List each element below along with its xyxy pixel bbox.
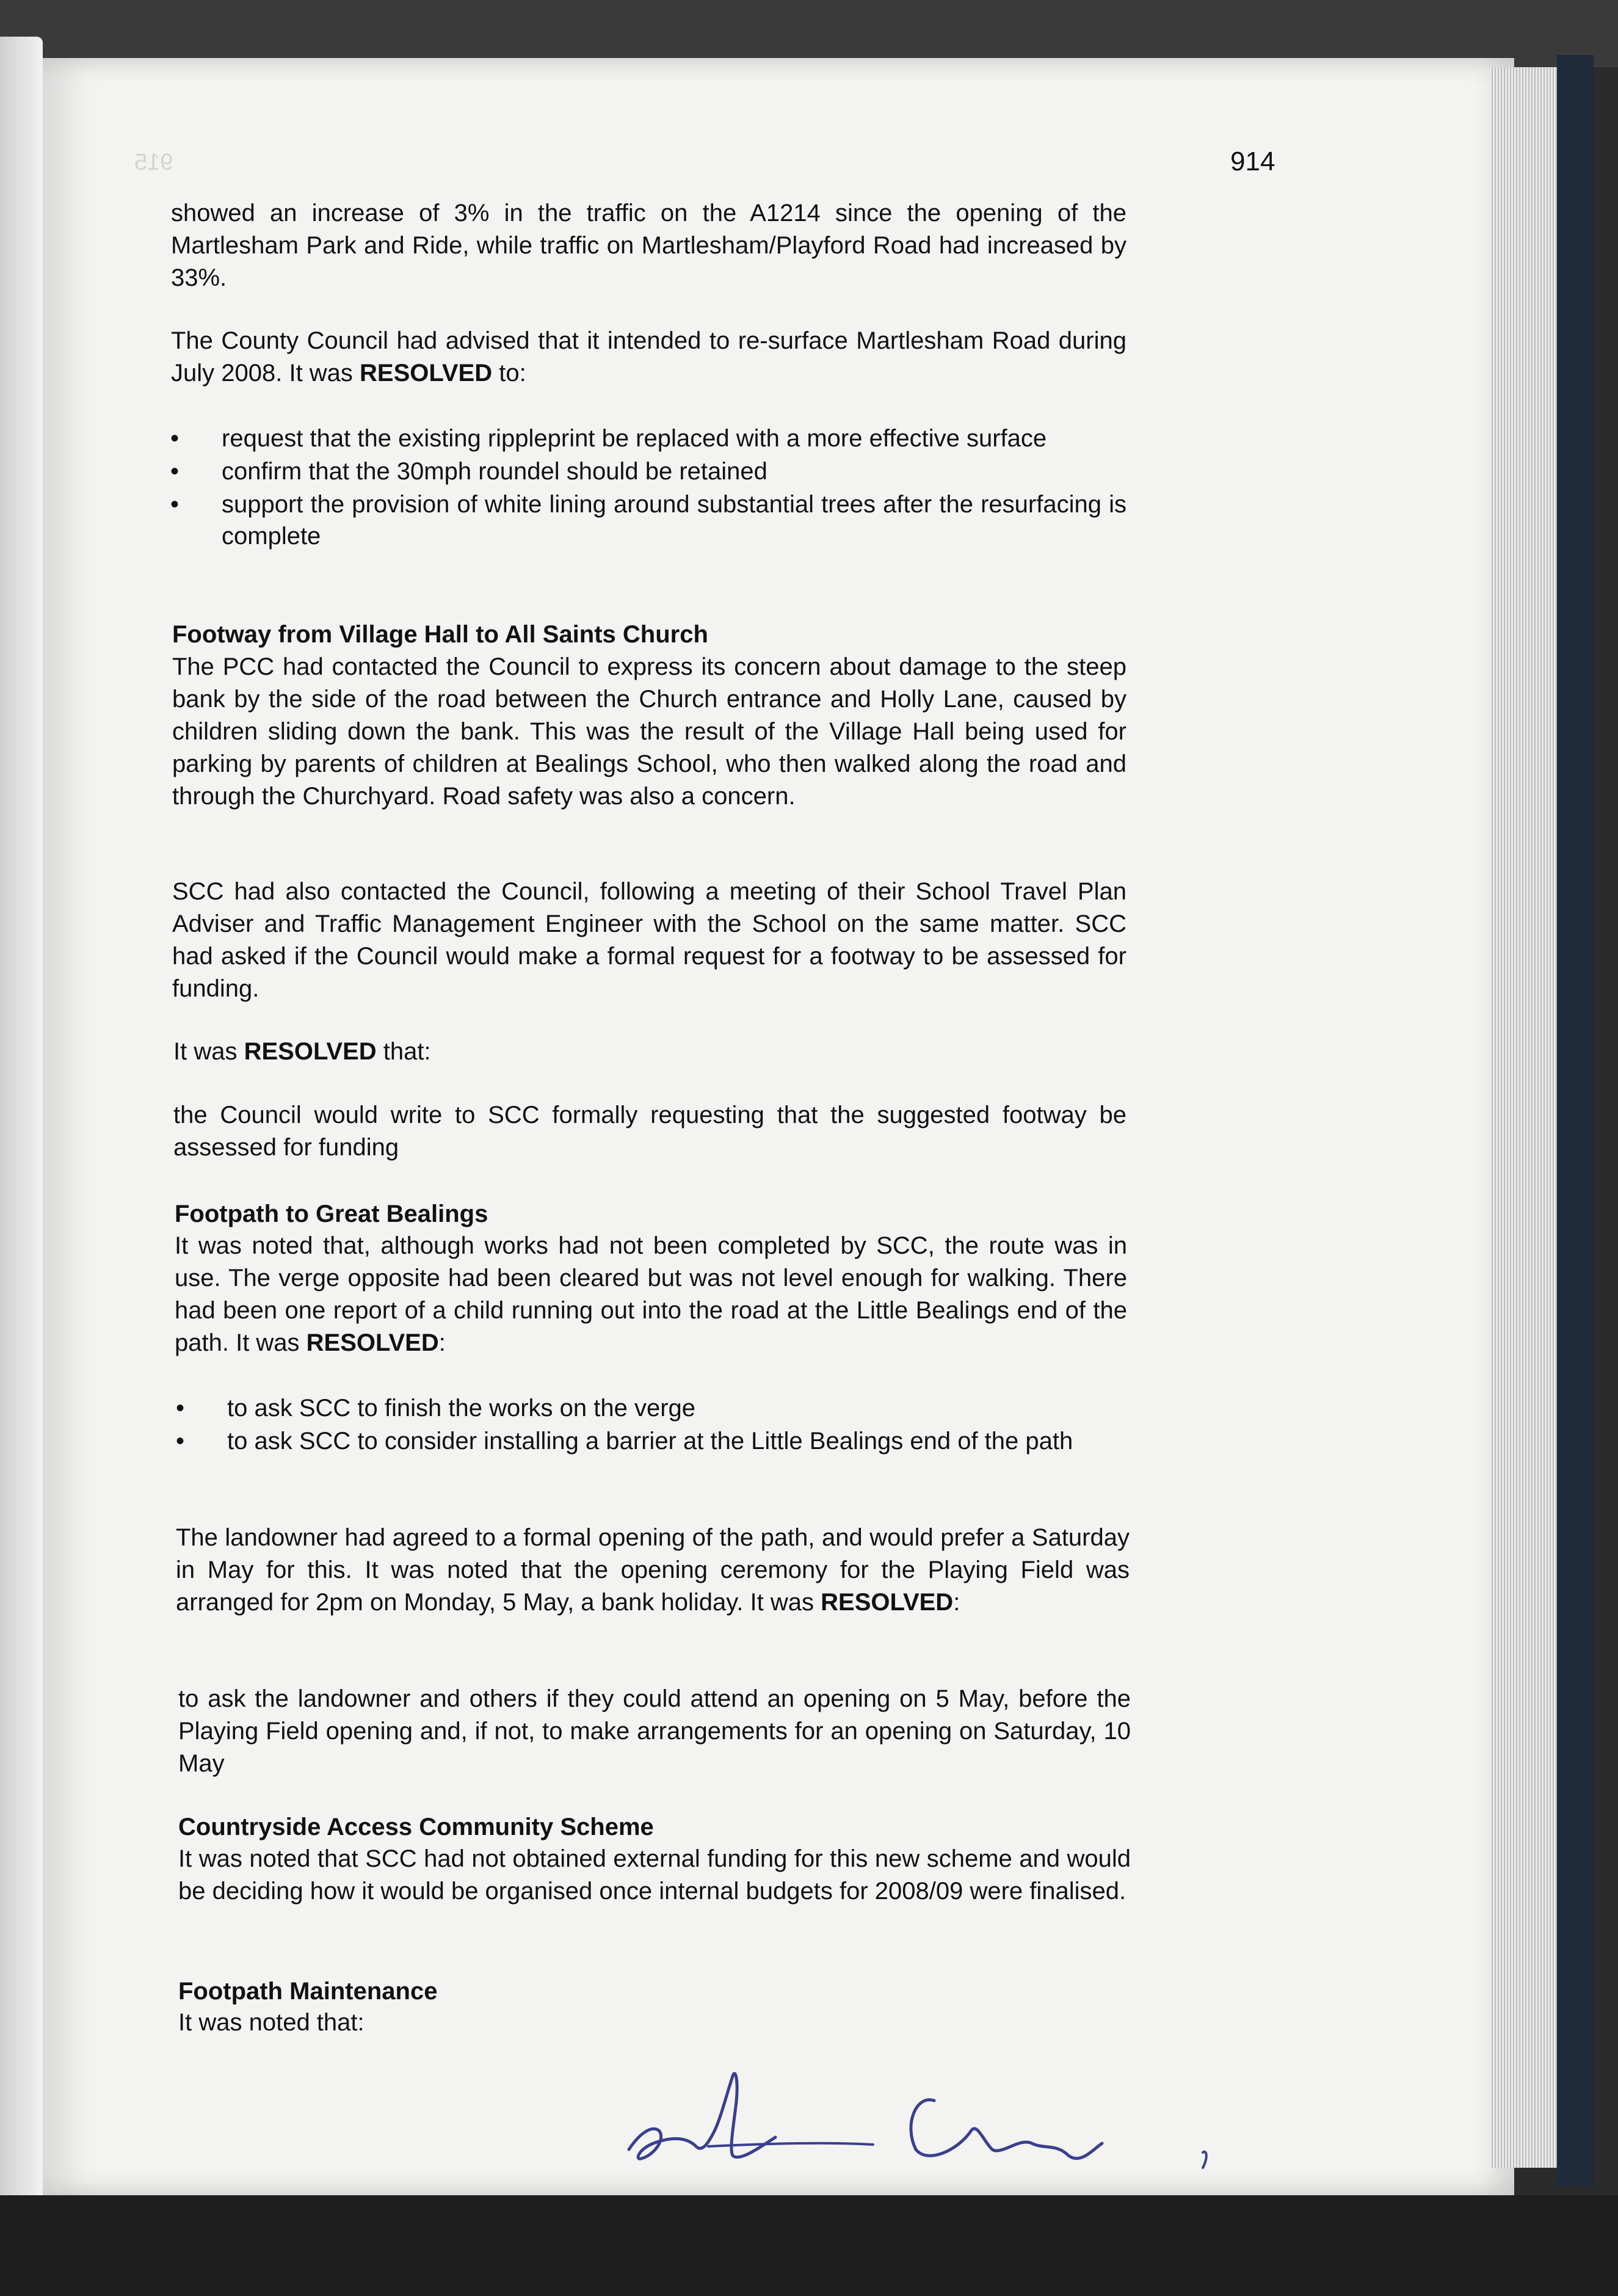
resurface-resolutions-list	[168, 423, 1126, 553]
resolved-label: RESOLVED	[306, 1329, 439, 1356]
signature-stroke-surname	[911, 2100, 1102, 2159]
signature-tail	[1203, 2152, 1206, 2168]
paragraph-resurface	[171, 325, 1126, 390]
paragraph-formal-opening	[176, 1522, 1130, 1619]
book-cover-edge	[1557, 55, 1594, 2186]
paragraph-text-end: :	[953, 1589, 960, 1616]
previous-page-edge	[0, 37, 43, 2211]
paragraph-text: The landowner had agreed to a formal opening of the path, and would prefer a Saturday in May for this. It was noted that the opening ceremony for the Playing Field was arranged for 2pm on Monday, 5 May, a bank holiday. It was	[176, 1524, 1130, 1616]
paragraph-text: It was	[173, 1038, 244, 1065]
heading-countryside-access: Countryside Access Community Scheme	[178, 1814, 654, 1840]
signature-stroke-initial	[629, 2074, 775, 2159]
paragraph-route-in-use	[175, 1230, 1127, 1359]
resolved-label: RESOLVED	[244, 1038, 377, 1065]
paragraph-scc-contact: SCC had also contacted the Council, following a meeting of their School Travel Plan Adviser and Traffic Management Engineer with the School on the same matter. SCC had asked if the Council would make a formal request for a footway to be assessed for funding.	[172, 878, 1126, 1002]
paragraph-pcc-concern: The PCC had contacted the Council to express its concern about damage to the steep bank by the side of the road between the Church entrance and Holly Lane, caused by children sliding down the bank. This was the result of the Village Hall being used for parking by parents of children at Bealings School, who then walked along the road and through the Churchyard. Road safety was also a concern.	[172, 653, 1126, 810]
bleed-through-text: 915	[134, 150, 173, 175]
heading-footpath-great-bealings: Footpath to Great Bealings	[175, 1201, 488, 1227]
paragraph-resolved-that	[173, 1036, 431, 1068]
handwritten-signature	[617, 2058, 1227, 2180]
paragraph-text-end: :	[438, 1329, 446, 1356]
paragraph-text-end: that:	[376, 1038, 431, 1065]
page-number: 914	[1230, 147, 1275, 176]
paragraph-traffic-increase: showed an increase of 3% in the traffic on the A1214 since the opening of the Martlesham Park and Ride, while traffic on Martlesham/Playford Road had increased by 33%.	[171, 200, 1126, 291]
scan-backdrop-bottom	[0, 2195, 1618, 2296]
heading-footway-village-hall: Footway from Village Hall to All Saints Church	[172, 621, 708, 648]
paragraph-text-end: to:	[492, 360, 526, 387]
book-page-edges	[1490, 67, 1557, 2168]
list-item: • to ask SCC to consider installing a barrier at the Little Bealings end of the path	[173, 1425, 1130, 1457]
heading-footpath-maintenance: Footpath Maintenance	[178, 1978, 438, 2005]
list-item: • confirm that the 30mph roundel should be retained	[168, 456, 1126, 487]
list-item: • request that the existing rippleprint be replaced with a more effective surface	[168, 423, 1126, 454]
paragraph-text: It was noted that, although works had not been completed by SCC, the route was in use. The verge opposite had been cleared but was not level enough for walking. There had been one report of a child running out into the road at the Little Bealings end of the path. It was	[175, 1232, 1127, 1356]
paragraph-it-was-noted: It was noted that:	[178, 2009, 365, 2036]
list-item: • to ask SCC to finish the works on the verge	[173, 1392, 1130, 1424]
great-bealings-resolutions-list	[173, 1392, 1130, 1458]
paragraph-ask-landowner: to ask the landowner and others if they could attend an opening on 5 May, before the Playing Field opening and, if not, to make arrangements for an opening on Saturday, 10 May	[178, 1685, 1131, 1777]
paragraph-council-write: the Council would write to SCC formally requesting that the suggested footway be assessed for funding	[173, 1102, 1126, 1161]
list-item: • support the provision of white lining around substantial trees after the resurfacing is complete	[168, 489, 1126, 552]
paragraph-text: The County Council had advised that it intended to re-surface Martlesham Road during July 2008. It was	[171, 327, 1126, 387]
paragraph-external-funding: It was noted that SCC had not obtained external funding for this new scheme and would be deciding how it would be organised once internal budgets for 2008/09 were finalised.	[178, 1845, 1131, 1905]
scan-backdrop	[0, 0, 1618, 67]
resolved-label: RESOLVED	[360, 360, 493, 387]
resolved-label: RESOLVED	[821, 1589, 954, 1616]
